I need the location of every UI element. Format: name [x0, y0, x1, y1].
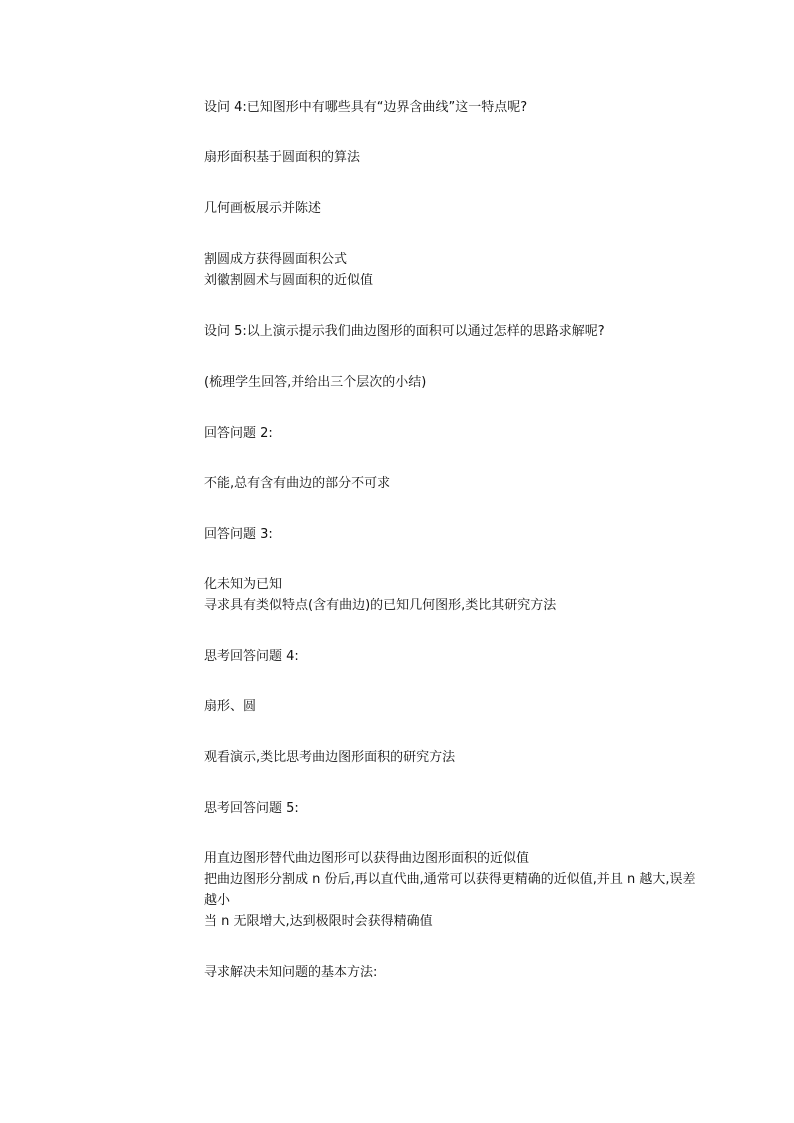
- question-4-prompt: [204, 97, 704, 118]
- answer-3-text: [204, 574, 704, 616]
- summary-note: [204, 372, 704, 393]
- method-heading: [204, 962, 704, 983]
- text-line: 回答问题 3:: [204, 527, 273, 542]
- answer-3-heading: [204, 524, 704, 545]
- answer-5-text: [204, 848, 704, 932]
- text-line: 把曲边图形分割成 n 份后,再以直代曲,通常可以获得更精确的近似值,并且 n 越大,误差越小: [204, 872, 696, 908]
- answer-5-heading: [204, 798, 704, 819]
- text-line: 化未知为已知: [204, 577, 283, 592]
- text-line: 设问 5:以上演示提示我们曲边图形的面积可以通过怎样的思路求解呢?: [204, 324, 605, 339]
- question-5-prompt: [204, 321, 704, 342]
- text-line: 用直边图形替代曲边图形可以获得曲边图形面积的近似值: [204, 851, 530, 866]
- text-line: 不能,总有含有曲边的部分不可求: [204, 476, 391, 491]
- text-line: 回答问题 2:: [204, 426, 273, 441]
- text-line: (梳理学生回答,并给出三个层次的小结): [204, 375, 427, 390]
- text-line: 寻求具有类似特点(含有曲边)的已知几何图形,类比其研究方法: [204, 598, 557, 613]
- sector-area-note: [204, 147, 704, 168]
- demo-analogy-note: [204, 747, 704, 768]
- answer-2-text: [204, 473, 704, 494]
- text-line: 观看演示,类比思考曲边图形面积的研究方法: [204, 750, 456, 765]
- geometry-demo-note: [204, 198, 704, 219]
- text-line: 设问 4:已知图形中有哪些具有“边界含曲线”这一特点呢?: [204, 100, 528, 115]
- text-line: 寻求解决未知问题的基本方法:: [204, 965, 378, 980]
- answer-4-text: [204, 696, 704, 717]
- text-line: 割圆成方获得圆面积公式: [204, 252, 348, 267]
- text-line: 思考回答问题 5:: [204, 801, 299, 816]
- text-line: 刘徽割圆术与圆面积的近似值: [204, 273, 374, 288]
- text-line: 当 n 无限增大,达到极限时会获得精确值: [204, 914, 433, 929]
- answer-4-heading: [204, 646, 704, 667]
- circle-area-notes: [204, 249, 704, 291]
- text-line: 几何画板展示并陈述: [204, 201, 322, 216]
- text-line: 扇形、圆: [204, 699, 257, 714]
- answer-2-heading: [204, 423, 704, 444]
- text-line: 扇形面积基于圆面积的算法: [204, 150, 361, 165]
- text-line: 思考回答问题 4:: [204, 649, 299, 664]
